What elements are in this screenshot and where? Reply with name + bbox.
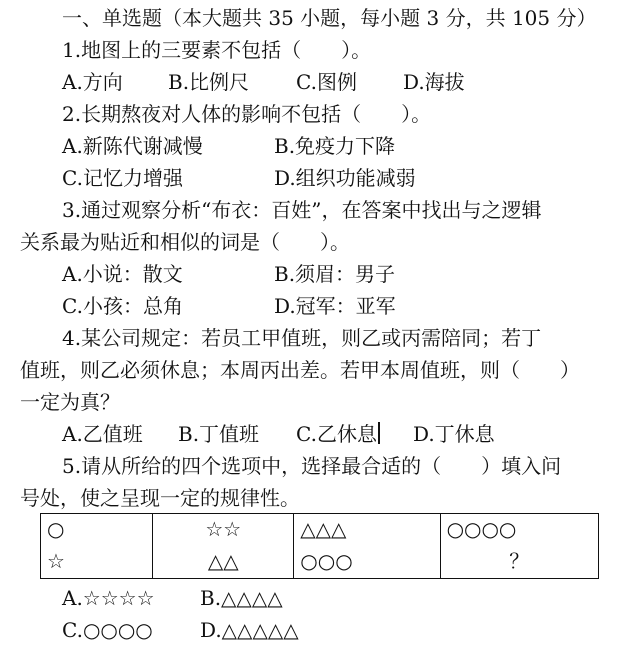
q2-stem: 2.长期熬夜对人体的影响不包括（ ）。 (62, 102, 432, 126)
table-row (41, 546, 599, 579)
q2-option-b: B.免疫力下降 (274, 134, 396, 158)
q3-stem-line2: 关系最为贴近和相似的词是（ ）。 (20, 230, 350, 254)
q4-stem-line3: 一定为真？ (20, 390, 120, 414)
q2-option-a: A.新陈代谢减慢 (62, 134, 203, 158)
q3-stem-line1: 3.通过观察分析“布衣：百姓”，在答案中找出与之逻辑 (62, 198, 542, 222)
q4-stem-line1: 4.某公司规定：若员工甲值班，则乙或丙需陪同；若丁 (62, 326, 542, 350)
q5-option-d: D.△△△△△ (200, 618, 299, 642)
pattern-table (40, 513, 599, 579)
text-cursor (378, 422, 380, 444)
q4-option-d: D.丁休息 (413, 422, 495, 446)
q1-option-a: A.方向 (62, 70, 123, 94)
q5-option-a: A.☆☆☆☆ (62, 586, 155, 610)
table-cell: ○○○ (294, 546, 440, 579)
q5-option-c: C.○○○○ (62, 618, 153, 642)
q3-option-d: D.冠军：亚军 (274, 294, 396, 318)
q3-option-b: B.须眉：男子 (274, 262, 396, 286)
q5-stem-line2: 号处，使之呈现一定的规律性。 (20, 486, 300, 510)
q5-option-b: B.△△△△ (200, 586, 283, 610)
table-cell: △△ (153, 546, 294, 579)
table-cell: ☆ (41, 546, 153, 579)
q2-option-c: C.记忆力增强 (62, 166, 183, 190)
table-cell: △△△ (294, 514, 440, 547)
q3-option-c: C.小孩：总角 (62, 294, 183, 318)
q5-stem-line1: 5.请从所给的四个选项中，选择最合适的（ ）填入问 (62, 454, 562, 478)
q1-stem: 1.地图上的三要素不包括（ ）。 (62, 38, 372, 62)
q1-option-c: C.图例 (296, 70, 357, 94)
q3-option-a: A.小说：散文 (62, 262, 183, 286)
q4-stem-line2: 值班，则乙必须休息；本周丙出差。若甲本周值班，则（ ） (20, 358, 580, 382)
table-cell-question-mark: ？ (440, 546, 598, 579)
q2-option-d: D.组织功能减弱 (274, 166, 416, 190)
table-cell: ○ (41, 514, 153, 547)
q1-option-b: B.比例尺 (168, 70, 250, 94)
q4-option-c: C.乙休息 (296, 422, 377, 446)
q4-option-c-wrap[interactable] (296, 418, 380, 450)
q4-option-a: A.乙值班 (62, 422, 143, 446)
table-cell: ○○○○ (440, 514, 598, 547)
q1-option-d: D.海拔 (403, 70, 465, 94)
q4-option-b: B.丁值班 (178, 422, 260, 446)
section-title: 一、单选题（本大题共 35 小题，每小题 3 分，共 105 分） (62, 6, 597, 30)
table-row (41, 514, 599, 547)
table-cell: ☆☆ (153, 514, 294, 547)
